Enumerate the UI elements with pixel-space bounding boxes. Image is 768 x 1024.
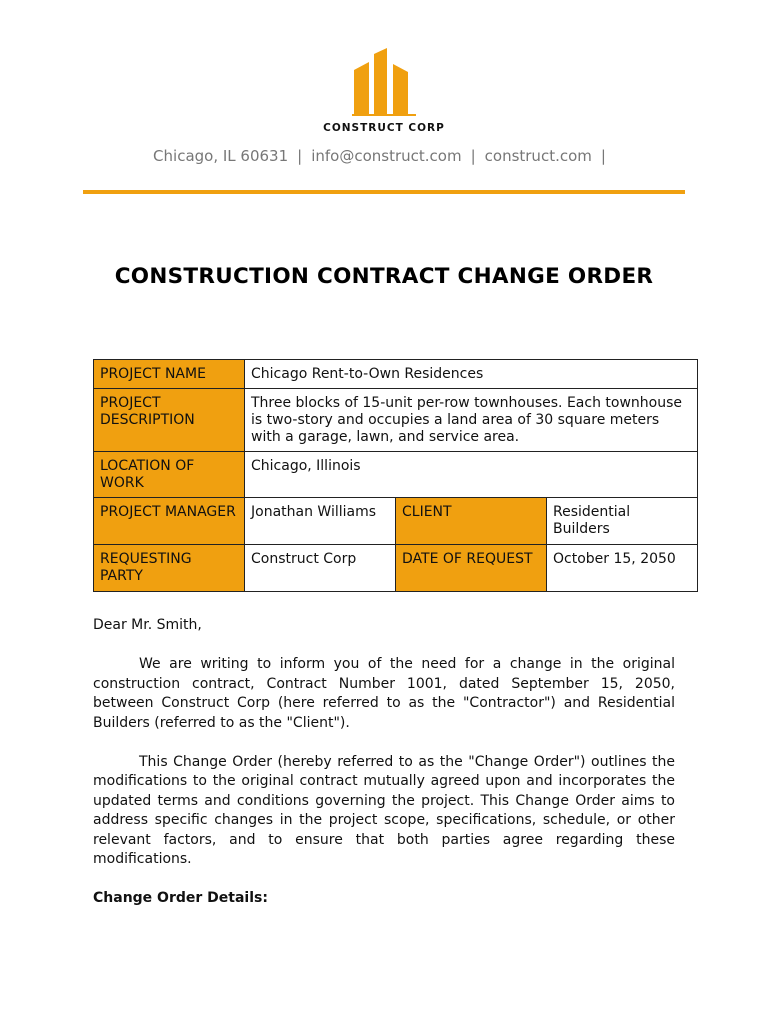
client-label: CLIENT [396,498,547,545]
change-order-details-heading: Change Order Details: [93,890,268,906]
table-row [94,452,698,498]
contact-separator: | [600,147,606,165]
building-logo-icon [352,48,416,116]
table-row [94,545,698,592]
date-of-request-value: October 15, 2050 [547,545,698,592]
document-title: CONSTRUCTION CONTRACT CHANGE ORDER [114,264,654,289]
requesting-party-label: REQUESTING PARTY [94,545,245,592]
project-manager-label: PROJECT MANAGER [94,498,245,545]
table-row [94,360,698,389]
contact-website[interactable]: construct.com [484,147,592,165]
location-value: Chicago, Illinois [245,452,698,498]
project-name-label: PROJECT NAME [94,360,245,389]
project-manager-value: Jonathan Williams [245,498,396,545]
header-divider [83,190,685,194]
contact-address: Chicago, IL 60631 [153,147,289,165]
project-description-label: PROJECT DESCRIPTION [94,389,245,452]
requesting-party-value: Construct Corp [245,545,396,592]
contact-separator: | [470,147,476,165]
table-row [94,389,698,452]
salutation: Dear Mr. Smith, [93,617,202,633]
letter-body [93,616,675,909]
project-description-value: Three blocks of 15-unit per-row townhouses. Each townhouse is two-story and occupies a land area of 30 square meters with a garage, lawn, and service area. [245,389,698,452]
paragraph-purpose: This Change Order (hereby referred to as the "Change Order") outlines the modifications to the original contract mutually agreed upon and incorporates the updated terms and conditions governing the project. This Change Order aims to address specific changes in the project scope, specifications, schedule, or other relevant factors, and to ensure that both parties agree regarding these modifications. [93,753,675,867]
company-name: CONSTRUCT CORP [323,122,445,134]
location-label: LOCATION OF WORK [94,452,245,498]
date-of-request-label: DATE OF REQUEST [396,545,547,592]
paragraph-intro: We are writing to inform you of the need for a change in the original construction contract, Contract Number 1001, dated September 15, 2050, between Construct Corp (here referred to as the "Contractor") and Residential Builders (referred to as the "Client"). [93,656,675,731]
project-name-value: Chicago Rent-to-Own Residences [245,360,698,389]
table-row [94,498,698,545]
contact-email[interactable]: info@construct.com [311,147,462,165]
contact-line [0,147,768,165]
project-info-table [93,359,698,592]
contact-separator: | [297,147,303,165]
client-value: Residential Builders [547,498,698,545]
